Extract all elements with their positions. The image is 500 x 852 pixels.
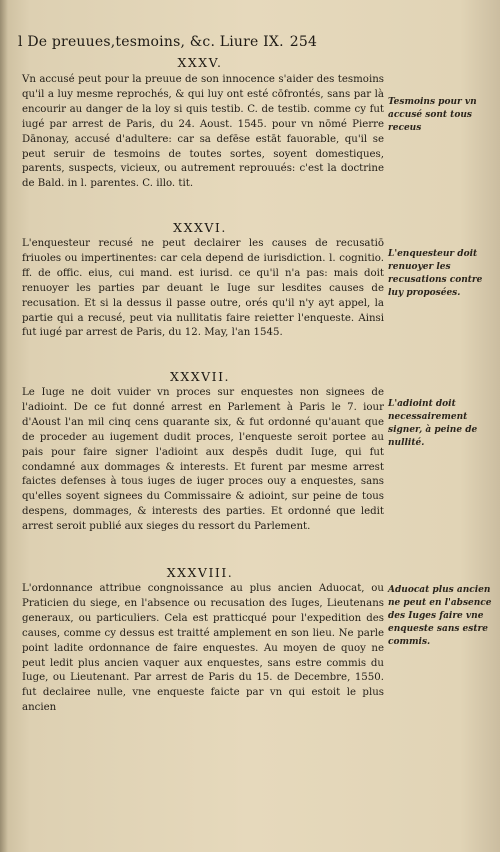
section-number-38: XXXVIII. bbox=[166, 565, 234, 580]
section-number-35: XXXV. bbox=[177, 55, 223, 70]
folio-number: 254 bbox=[289, 34, 318, 50]
margin-note-37: L'adioint doit necessairement signer, à peine de nullité. bbox=[388, 399, 478, 448]
section-text-37 bbox=[22, 386, 384, 535]
section-number-37: XXXVII. bbox=[169, 369, 231, 384]
paragraph: L'enquesteur recusé ne peut declairer les causes de recusatiō friuoles ou impertinentes: car cela depend de iurisdiction. l. cognitio. ff. de offic. eius, cui mand. est iurisd. ce qu'il n'a pas: mais doit renuoyer les parties par deuant le Iuge sur lesdites causes de recusation. Et si la dessus il passe outre, orés qu'il n'y ayt appel, la partie qui a recusé, peut via nullitatis faire reietter l'enqueste. Ainsi fut iugé par arrest de Paris, du 12. May, l'an 1545. bbox=[22, 238, 384, 339]
margin-note-36: L'enquesteur doit renuoyer les recusations contre luy proposées. bbox=[388, 249, 483, 298]
spine-shadow bbox=[0, 0, 8, 852]
section-text-35 bbox=[22, 73, 384, 192]
page-header bbox=[18, 34, 378, 50]
running-title: l De preuues,tesmoins, &c. Liure IX. bbox=[18, 34, 284, 50]
section-number-36: XXXVI. bbox=[173, 220, 227, 235]
margin-note-38: Aduocat plus ancien ne peut en l'absence des Iuges faire vne enqueste sans estre commis. bbox=[388, 585, 492, 647]
paragraph: Vn accusé peut pour la preuue de son innocence s'aider des tesmoins qu'il a luy mesme reprochés, & qui luy ont esté cōfrontés, sans par là encourir au danger de la loy si quis testib. C. de testib. comme cy fut iugé par arrest de Paris, du 24. Aoust. 1545. pour vn nōmé Pierre Dānonay, accusé d'adultere: car sa defēse estāt fauorable, qu'il se peut seruir de tesmoins de toutes sortes, soyent domestiques, parents, suspects, vicieux, ou autrement reprouués: c'est la doctrine de Bald. in l. parentes. C. illo. tit. bbox=[22, 74, 384, 190]
margin-note-35: Tesmoins pour vn accusé sont tous receus bbox=[388, 97, 477, 133]
section-text-38 bbox=[22, 582, 384, 716]
section-text-36 bbox=[22, 237, 384, 341]
paragraph: L'ordonnance attribue congnoissance au plus ancien Aduocat, ou Praticien du siege, en l'absence ou recusation des Iuges, Lieutenans generaux, ou particuliers. Cela est pratticqué pour l'expedition des causes, comme cy dessus est traitté amplement en son lieu. Ne parle point ladite ordonnance de faire enquestes. Au moyen de quoy ne peut ledit plus ancien vaquer aux enquestes, sans estre commis du Iuge, ou Lieutenant. Par arrest de Paris du 15. de Decembre, 1550. fut declairee nulle, vne enqueste faicte par vn qui estoit le plus ancien bbox=[22, 583, 384, 714]
paragraph: Le Iuge ne doit vuider vn proces sur enquestes non signees de l'adioint. De ce fut donné arrest en Parlement à Paris le 7. iour d'Aoust l'an mil cinq cens quarante six, & fut ordonné qu'auant que de proceder au iugement dudit proces, l'enqueste seroit portee au pais pour faire signer l'adioint aux despēs dudit Iuge, qui fut condamné aux dommages & interests. Et furent par mesme arrest faictes defenses à tous iuges de iuger proces ouy a enquestes, sans qu'elles soyent signees du Commissaire & adioint, sur peine de tous despens, dommages, & interests des parties. Et ordonné que ledit arrest seroit publié aux sieges du ressort du Parlement. bbox=[22, 387, 384, 533]
